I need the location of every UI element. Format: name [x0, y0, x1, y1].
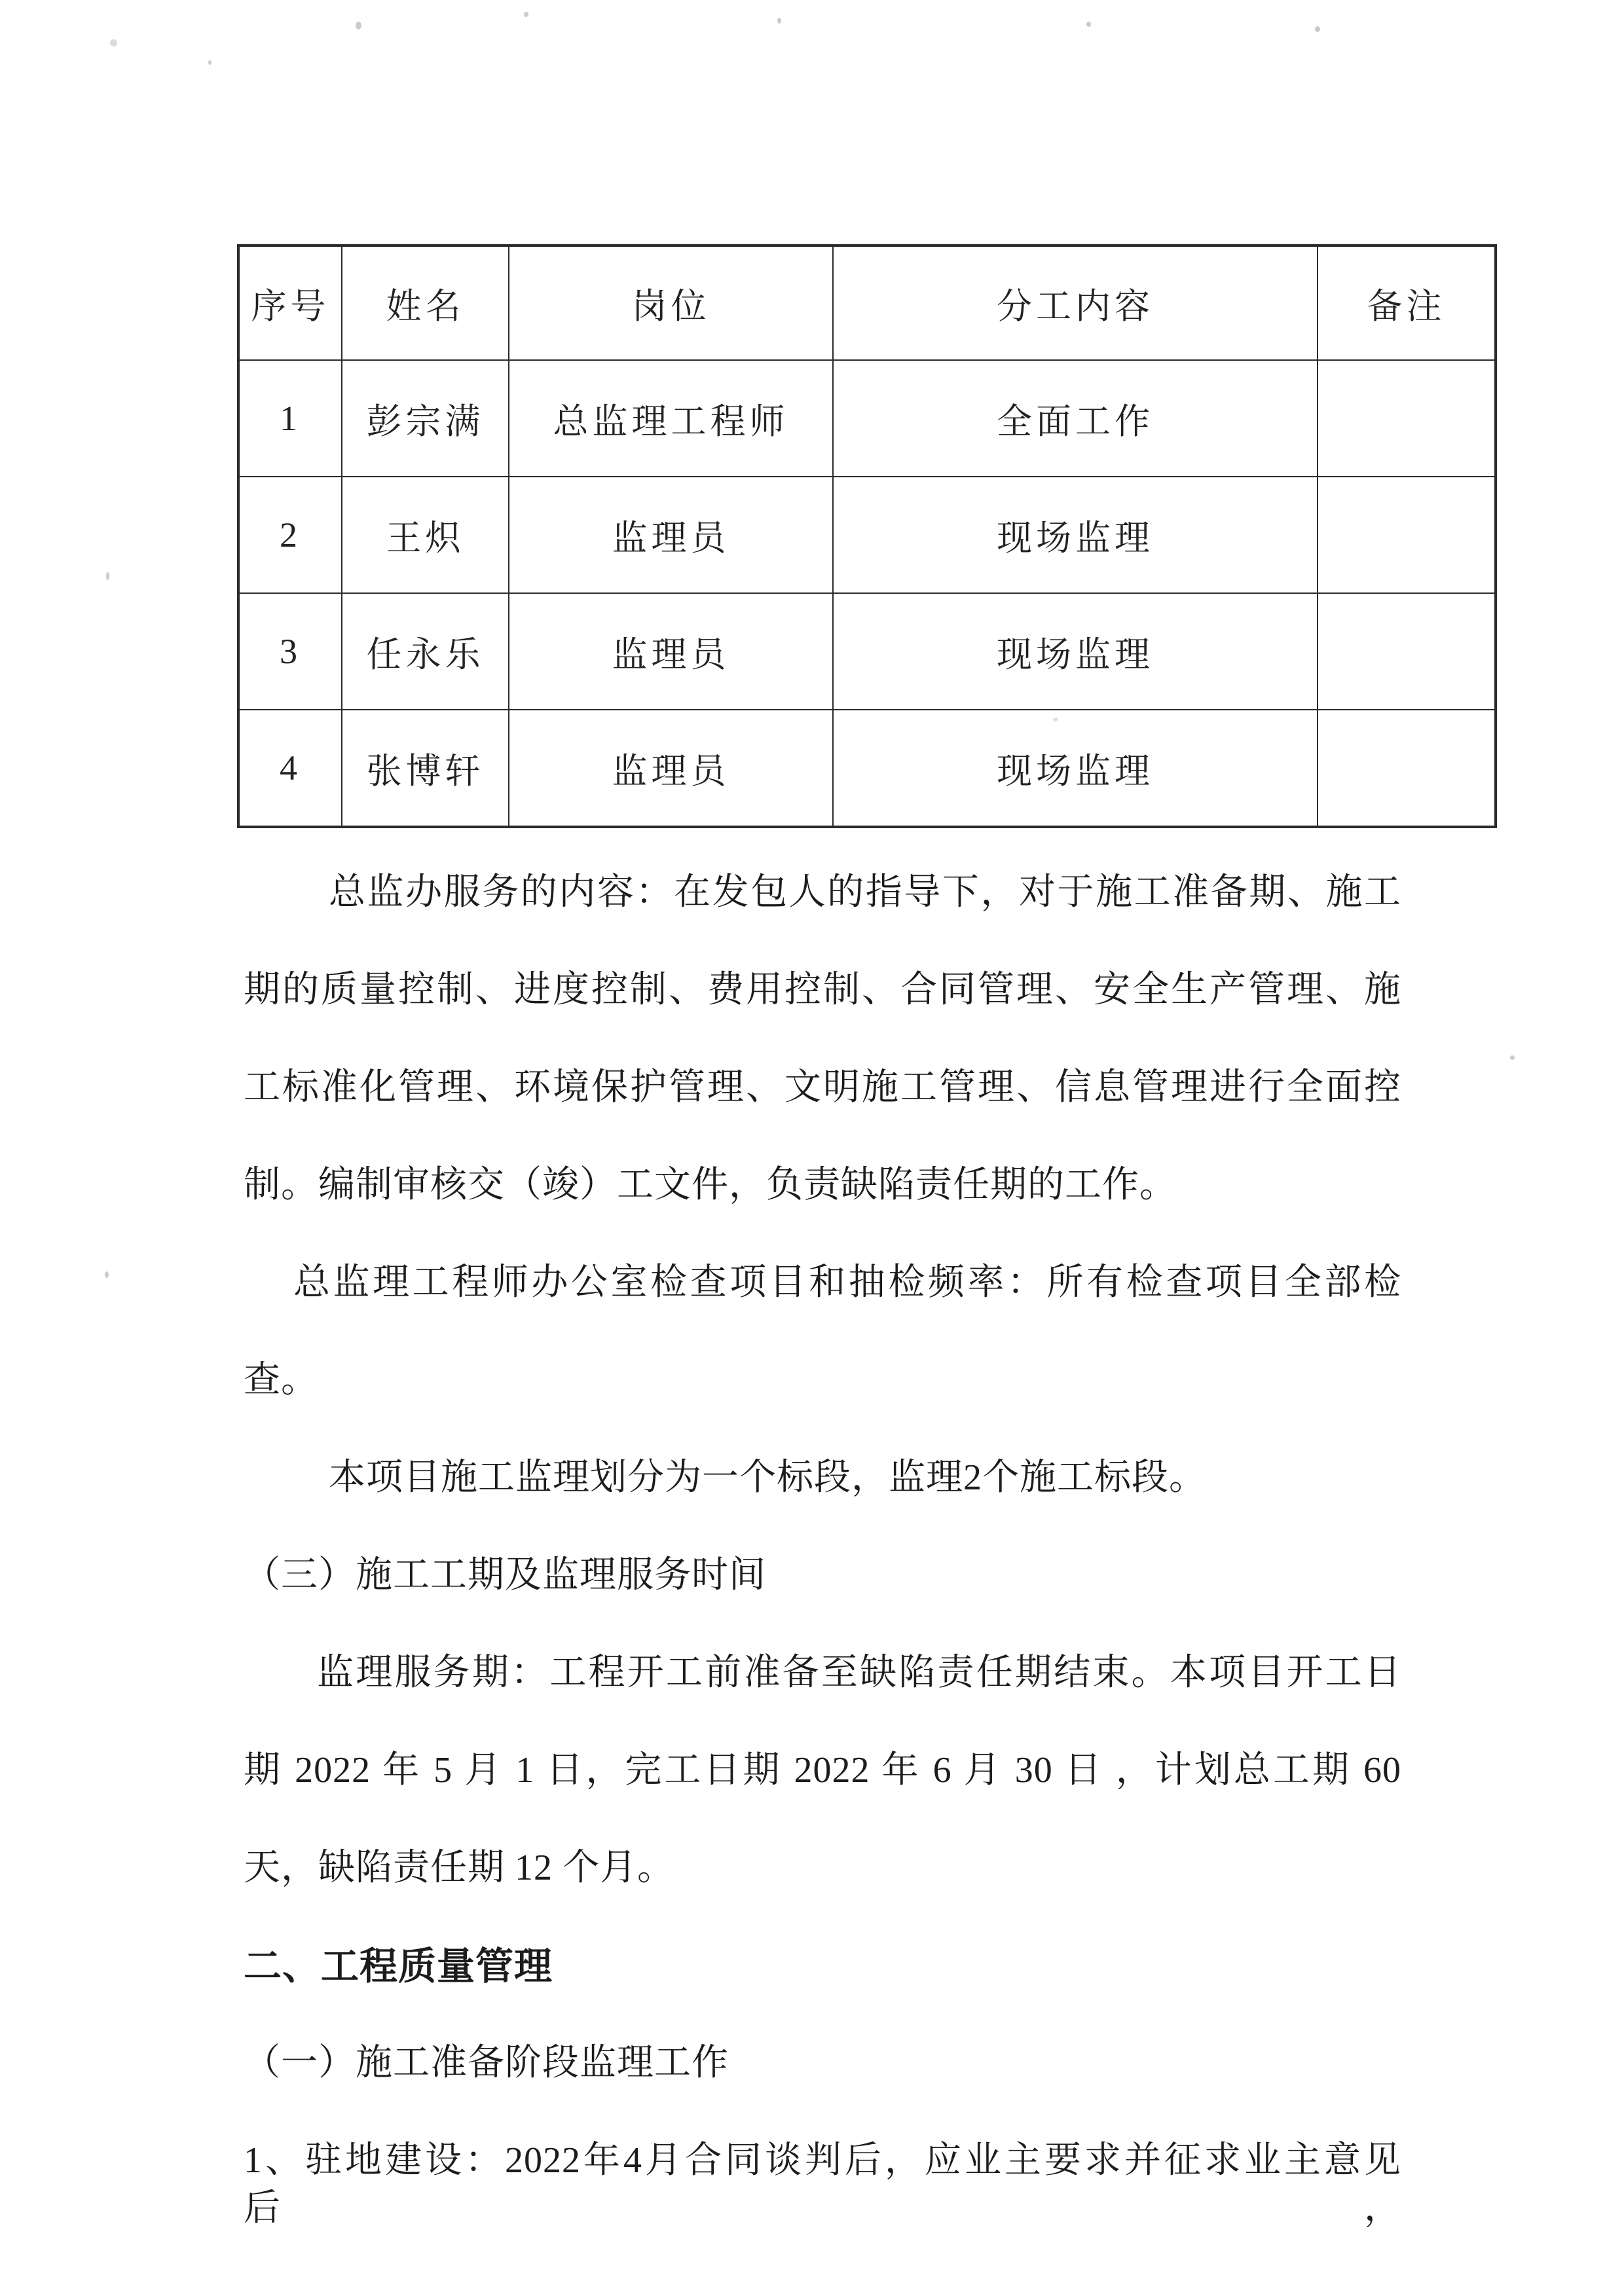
subsection-heading-preparation: （一）施工准备阶段监理工作 [244, 2043, 729, 2083]
table-row [238, 593, 1496, 710]
scan-speck [1510, 1055, 1515, 1060]
cell-duties: 现场监理 [833, 477, 1318, 593]
cell-name: 张博轩 [342, 710, 509, 827]
scan-speck [106, 572, 109, 580]
cell-position: 监理员 [509, 477, 833, 593]
cell-remarks [1318, 593, 1496, 710]
col-header-name: 姓名 [342, 246, 509, 360]
cell-duties: 现场监理 [833, 710, 1318, 827]
cell-position: 监理员 [509, 593, 833, 710]
scan-speck [777, 18, 781, 24]
scan-speck [105, 1271, 109, 1278]
scan-speck [524, 12, 528, 17]
col-header-remarks: 备注 [1318, 246, 1496, 360]
cell-index: 1 [238, 360, 342, 477]
para-service-period-line: 期 2022 年 5 月 1 日，完工日期 2022 年 6 月 30 日 ，计划总工期 60 [244, 1750, 1401, 1791]
scan-speck [1086, 22, 1091, 27]
table-header-row [238, 246, 1496, 360]
cell-duties: 现场监理 [833, 593, 1318, 710]
supervision-staff-table [237, 244, 1497, 828]
para-sections-line: 本项目施工监理划分为一个标段，监理2个施工标段。 [329, 1457, 1206, 1498]
cell-index: 4 [238, 710, 342, 827]
section-heading-quality-management: 二、工程质量管理 [244, 1945, 553, 1988]
para-inspection-line: 查。 [244, 1360, 318, 1400]
cell-remarks [1318, 710, 1496, 827]
item-site-construction-line: 1、驻地建设：2022年4月合同谈判后，应业主要求并征求业主意见后， [244, 2140, 1401, 2229]
cell-name: 王炽 [342, 477, 509, 593]
scan-speck [1315, 26, 1320, 32]
cell-index: 3 [238, 593, 342, 710]
para-inspection-line: 总监理工程师办公室检查项目和抽检频率：所有检查项目全部检 [293, 1262, 1401, 1303]
col-header-position: 岗位 [509, 246, 833, 360]
para-service-period-line: 监理服务期：工程开工前准备至缺陷责任期结束。本项目开工日 [317, 1652, 1401, 1693]
col-header-index: 序号 [238, 246, 342, 360]
para-service-scope-line: 工标准化管理、环境保护管理、文明施工管理、信息管理进行全面控 [244, 1067, 1401, 1108]
cell-position: 总监理工程师 [509, 360, 833, 477]
cell-remarks [1318, 477, 1496, 593]
cell-name: 彭宗满 [342, 360, 509, 477]
scan-speck [356, 22, 361, 29]
subsection-heading-schedule: （三）施工工期及监理服务时间 [244, 1555, 766, 1595]
cell-position: 监理员 [509, 710, 833, 827]
cell-duties: 全面工作 [833, 360, 1318, 477]
para-service-period-line: 天，缺陷责任期 12 个月。 [244, 1848, 674, 1888]
cell-name: 任永乐 [342, 593, 509, 710]
cell-remarks [1318, 360, 1496, 477]
col-header-duties: 分工内容 [833, 246, 1318, 360]
table-row [238, 360, 1496, 477]
para-service-scope-line: 总监办服务的内容：在发包人的指导下，对于施工准备期、施工 [329, 872, 1401, 913]
para-service-scope-line: 期的质量控制、进度控制、费用控制、合同管理、安全生产管理、施 [244, 970, 1401, 1010]
para-service-scope-line: 制。编制审核交（竣）工文件，负责缺陷责任期的工作。 [244, 1165, 1177, 1205]
table-row [238, 477, 1496, 593]
cell-index: 2 [238, 477, 342, 593]
scan-speck [208, 60, 212, 65]
table-row [238, 710, 1496, 827]
scan-speck [110, 39, 117, 46]
